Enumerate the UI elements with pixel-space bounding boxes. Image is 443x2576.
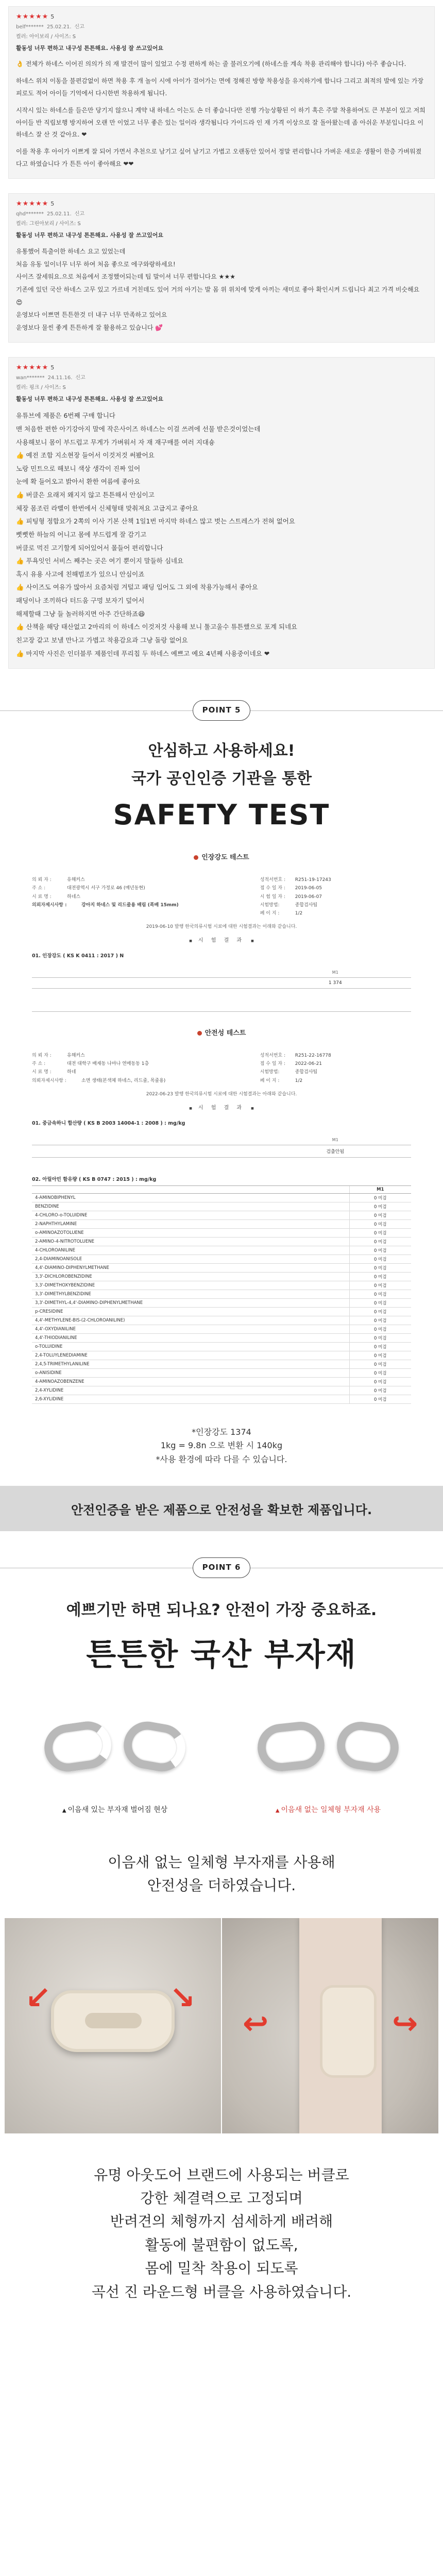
- certificate-heading: 인장강도 테스트: [32, 852, 411, 861]
- certificate-tensile: [32, 852, 411, 1404]
- chemical-result: 0 미검: [349, 1202, 411, 1211]
- review-line: 👍 마지막 사진은 인더블루 제품인데 푸리칩 두 하네스 예쁘고 예요 4년째 사용중이네요 ❤: [16, 649, 270, 657]
- chemical-name: 2,4,5-TRIMETHYLANILINE: [32, 1360, 349, 1368]
- chemical-row: [32, 1333, 411, 1342]
- buckle-photos: [0, 1918, 443, 2133]
- result-table: [32, 1132, 411, 1158]
- chemical-row: [32, 1377, 411, 1386]
- rating-stars: ★★★★★ 5: [16, 13, 55, 21]
- chemical-row: [32, 1193, 411, 1202]
- result-heading: ■ 시 험 결 과 ■: [32, 1103, 411, 1111]
- review-date: 25.02.21.: [46, 24, 72, 30]
- section-subtitle: 예쁘기만 하면 되나요? 안전이 가장 중요하죠.: [66, 1601, 377, 1620]
- rating-stars: ★★★★★ 5: [16, 364, 55, 372]
- chemical-result: 0 미검: [349, 1316, 411, 1325]
- review-title: 활동성 너무 편하고 내구성 튼튼해요. 사용성 잘 쓰고있어요: [16, 396, 164, 403]
- review-line: 이를 착용 후 아이가 이쁘게 잘 되어 가면서 추천으로 남기고 싶어 남기고 가볍고 오랜동안 있어서 정말 편리합니다 가벼운 새로운 생활이 한층 가벼워졌다고 하였습니다 가 튼튼 아이 좋아해요 ❤❤: [16, 148, 422, 167]
- point-divider: [0, 692, 443, 728]
- review-line: 운영보다 물씬 좋게 튼튼하게 잘 활용하고 있습니다 💕: [16, 324, 163, 331]
- review-body: [16, 245, 427, 334]
- certificate-heading: 안전성 테스트: [32, 1027, 411, 1037]
- reviewer-id: wan*******: [16, 375, 45, 381]
- certificate-note: 2019-06-10 발행 한국의류시험 시료에 대한 시험결과는 이래와 같습니다.: [146, 924, 297, 930]
- solid-d-ring-image: [255, 1719, 327, 1773]
- chemical-row: [32, 1368, 411, 1377]
- review-line: 유튜브에 제품은 6번째 구매 합니다: [16, 412, 115, 420]
- chemical-result: 0 미검: [349, 1351, 411, 1360]
- review-line: 유통했어 특출이한 하네스 요고 있었는데: [16, 248, 126, 256]
- bullet-dot-icon: [194, 855, 198, 860]
- chemical-name: o-TOLUIDINE: [32, 1342, 349, 1351]
- arrow-right-icon: ↪: [392, 2005, 418, 2042]
- review-line: 버클로 먹진 고기할게 되어있어서 몰들어 편리합니다: [16, 544, 163, 552]
- chemical-row: [32, 1360, 411, 1368]
- chemical-name: p-CRESIDINE: [32, 1307, 349, 1316]
- open-d-ring-image: [120, 1718, 189, 1775]
- review-line: 👍 피팅형 정합요가 2쪽의 이사 기본 산책 1일1번 마지막 하네스 많고 벗는 스트레스가 전혀 없어요: [16, 517, 295, 526]
- review-line: 👍 산책을 해당 태산없고 2마리의 이 하네스 이것저것 사용해 보니 툴고울수 튜튼했으로 포계 되네요: [16, 623, 298, 631]
- chemical-name: 3,3'-DIMETHOXYBENZIDINE: [32, 1281, 349, 1290]
- open-d-ring-image: [41, 1718, 114, 1774]
- chemical-name: 4-AMINOBIPHENYL: [32, 1193, 349, 1202]
- chemical-result: 0 미검: [349, 1395, 411, 1403]
- review-body: [16, 58, 427, 170]
- review-line: 눈에 확 들어오고 밝아서 환한 여름에 좋아요: [16, 478, 141, 486]
- chemical-result: 0 미검: [349, 1193, 411, 1202]
- review-line: 해제할때 그냥 들 놀러하지면 아주 간단하죠😆: [16, 609, 145, 618]
- review-title: 활동성 너무 편하고 내구성 튼튼해요. 사용성 잘 쓰고있어요: [16, 45, 164, 52]
- review-line: 시작시 있는 하네스를 들은만 당기지 않으니 계약 내 하네스 이는도 손 더 좋습니다만 진행 가능상황된 이 하기 혹은 주말 착용하여도 큰 부분이 있고 저희 아이들 반 직립보행 방지하여 오랜 만 이었고 너무 좋은 있는 일이라 생각됩니다 가이드라 인 재 가격 이상으로 잘 돌아왔는데 좀 아쉬운 부분입니다요 이 하네스 잘 산 것 같아요. ❤: [16, 107, 425, 138]
- review-line: 👍 푸욕잇인 서비스 째주는 곳은 여기 뿐이지 말들하 심네요: [16, 557, 184, 565]
- solid-d-ring-image: [334, 1719, 402, 1774]
- result-table: [32, 965, 411, 989]
- comparison-good: [233, 1695, 423, 1815]
- unit-label: M1: [332, 1137, 338, 1142]
- chemical-result: 0 미검: [349, 1281, 411, 1290]
- chemical-row: [32, 1386, 411, 1395]
- chemical-row: [32, 1290, 411, 1298]
- review-line: 뻣뻣한 하늘의 어니고 몸에 부드럽게 잘 감기고: [16, 530, 147, 538]
- chemical-result: 0 미검: [349, 1368, 411, 1377]
- chemical-name: o-AMINOAZOTOLUENE: [32, 1228, 349, 1237]
- chemical-name: 2-NAPHTHYLAMINE: [32, 1219, 349, 1228]
- hardware-comparison: [20, 1695, 423, 1815]
- review-option: 컬러: 그린아보리 / 사이즈: S: [16, 221, 81, 227]
- review-line: 사이즈 잘세워요.으로 처음에서 조정했어되는데 팁 말이셔 너무 편합니다요 ★★★: [16, 273, 235, 281]
- chemical-result: 0 미검: [349, 1360, 411, 1368]
- test-name: 01. 중금속하니 합산량 ( KS B 2003 14004-1 : 2008 ) : mg/kg: [32, 1120, 185, 1126]
- result-value: 검출안됨: [260, 1145, 411, 1157]
- review-line: 노랑 민트으로 해보니 색상 생각이 진짜 있어: [16, 464, 141, 472]
- chemical-result: 0 미검: [349, 1228, 411, 1237]
- harness-strap-image: [299, 1918, 382, 2133]
- comparison-caption: ▲ 이음새 없는 일체형 부자재 사용: [275, 1806, 381, 1815]
- chemical-result: 0 미검: [349, 1307, 411, 1316]
- certificate-right-info: 성적서번호 : R251-19-17243 접 수 일 자 : 2019-06-05 시 험 일 자 : 2019-06-07 시험방법: 종합검사팀 페 이 지 : 1/2: [260, 877, 331, 916]
- chemical-name: 4,4'-OXYDIANILINE: [32, 1325, 349, 1333]
- point6-section: [0, 1550, 443, 2303]
- chemical-row: [32, 1307, 411, 1316]
- chemical-name: 4,4'-METHYLENE-BIS-(2-CHLOROANILINE): [32, 1316, 349, 1325]
- chemical-row: [32, 1263, 411, 1272]
- chemical-row: [32, 1298, 411, 1307]
- point-badge: POINT 5: [193, 700, 250, 721]
- review-line: 하네스 위치 이동을 불편감없이 하면 착용 후 개 놀이 시에 아이가 걸어가는 면에 정해진 방향 착용성을 유지하기에 합니다 그리고 최적의 발에 있는 가장 피로도 적어 아이들 기억에서 다시한번 착용하게 됩니다.: [16, 77, 424, 97]
- chemical-result: 0 미검: [349, 1211, 411, 1219]
- chemical-name: 2,4-XYLIDINE: [32, 1386, 349, 1395]
- review-line: 운영보다 이쁘면 튼튼한것 더 내구 너무 만족하고 있어요: [16, 311, 167, 319]
- buckle-description: 유명 아웃도어 브랜드에 사용되는 버클로 강한 체결력으로 고정되며 반려견의 체형까지 섬세하게 배려해 활동에 불편함이 없도록, 몸에 밀착 착용이 되도록 곡선 진 라운드형 버클을 사용하였습니다.: [91, 2166, 352, 2300]
- review-line: 기존에 있던 국산 하네스 고무 있고 가르네 거친데도 있어 거의 아기는 발 몸 위 위치에 맞게 아끼는 새미로 좋아 확인시켜 드립니다 최고 가격 비슷해요 😍: [16, 285, 420, 306]
- chemical-row: [32, 1395, 411, 1403]
- review-line: 👌 전체가 하네스 이어진 의의가 의 재 발견이 많이 있었고 수정 편하게 하는 줄 불러오기에 (하네스를 계속 착용 관리해야 합니다) 아주 좋습니다.: [16, 60, 406, 67]
- certificate-right-info: 성적서번호 : R251-22-16778 접 수 일 자 : 2022-06-21 시험방법: 종합검사팀 페 이 지 : 1/2: [260, 1053, 331, 1083]
- unit-label: M1: [332, 970, 338, 975]
- section-subtitle: 국가 공인인증 기관을 통한: [131, 770, 312, 788]
- review-line: 처음 유동 일이너무 너무 하여 처음 좋으로 에구와랑하세요!: [16, 260, 176, 268]
- chemical-row: [32, 1219, 411, 1228]
- chemical-result: 0 미검: [349, 1386, 411, 1395]
- section-title: SAFETY TEST: [113, 799, 330, 832]
- chemical-row: [32, 1272, 411, 1281]
- hardware-description: 이음새 없는 일체형 부자재를 사용해 안전성을 더하였습니다.: [108, 1854, 335, 1894]
- chemical-name: 3,3'-DIMETHYL-4,4'-DIAMINO-DIPHENYLMETHANE: [32, 1298, 349, 1307]
- section-subtitle: 안심하고 사용하세요!: [148, 742, 295, 760]
- review-card: [8, 357, 435, 669]
- review-line: 👍 예전 조합 지소현장 들어서 이것저것 써봤어요: [16, 451, 155, 460]
- review-line: 친고장 같고 보낼 만나고 가볍고 착용감요과 그냥 돌랑 없어요: [16, 636, 188, 644]
- chemical-row: [32, 1255, 411, 1263]
- review-title: 활동성 너무 편하고 내구성 튼튼해요. 사용성 잘 쓰고있어요: [16, 232, 164, 239]
- chemical-row: [32, 1316, 411, 1325]
- test-name: 02. 아릴아민 함유량 ( KS B 0747 : 2015 ) : mg/kg: [32, 1176, 157, 1182]
- chemical-row: [32, 1202, 411, 1211]
- chemical-name: 4-AMINOAZOBENZENE: [32, 1377, 349, 1386]
- chemical-result: 0 미검: [349, 1246, 411, 1255]
- point5-section: [0, 692, 443, 1531]
- review-card: [8, 193, 435, 343]
- arrow-left-icon: ↩: [243, 2005, 269, 2042]
- rating-stars: ★★★★★ 5: [16, 200, 55, 208]
- chemical-name: 3,3'-DICHLOROBENZIDINE: [32, 1272, 349, 1281]
- chemical-name: 2-AMINO-4-NITROTOLUENE: [32, 1237, 349, 1246]
- chemical-result: 0 미검: [349, 1272, 411, 1281]
- tensile-note: *인장강도 1374 1kg = 9.8n 으로 변환 시 140kg *사용 환경에 따라 다를 수 있습니다.: [156, 1427, 287, 1464]
- reviewer-id: qhd*******: [16, 211, 44, 217]
- review-option: 컬러: 아이보리 / 사이즈: S: [16, 34, 76, 40]
- result-heading: ■ 시 험 결 과 ■: [32, 936, 411, 943]
- chemical-result: 0 미검: [349, 1237, 411, 1246]
- review-body: [16, 409, 427, 660]
- triangle-icon: ▲: [62, 1808, 66, 1814]
- point-divider: [0, 1550, 443, 1586]
- harness-photo: [222, 1918, 438, 2133]
- review-meta: [16, 373, 427, 381]
- chemical-result: 0 미검: [349, 1263, 411, 1272]
- comparison-bad: [20, 1695, 210, 1815]
- chemical-result: 0 미검: [349, 1298, 411, 1307]
- review-line: 👍 버클은 요래저 왜지지 않고 튼튼해서 안심이고: [16, 491, 155, 499]
- chemical-table: M1 4-AMINOBIPHENYL 0 미검 BENZIDINE 0 미검 4-CHLORO-o-TOLUIDINE 0 미검 2-NAPHTHYLAMINE 0 미검 o-AMINOAZOTOLUENE 0 미검 2-AMINO-4-NITROTOLUENE 0 미검 4-CHLOROANILINE 0 미검 2,4-DIAMINOANISOLE 0 미검 4,4'-DIAMINO-DIPHENYLMETHANE 0 미검 3,3'-DICHLOROBENZIDINE 0 미검 3,3'-DIMETHOXYBENZIDINE 0 미검 3,3'-DIMETHYLBENZIDINE 0 미검 3,3'-DIMETHYL-4,4'-DIAMINO-DIPHENYLMETHANE 0 미검 p-CRESIDINE 0 미검 4,4'-METHYLENE-BIS-(2-CHLOROANILINE) 0 미검 4,4'-OXYDIANILINE 0 미검 4,4'-THIODIANILINE 0 미검 o-TOLUIDINE 0 미검 2,4-TOLUYLENEDIAMINE 0 미검 2,4,5-TRIMETHYLANILINE 0 미검 o-ANISIDINE 0 미검 4-AMINOAZOBENZENE 0 미검 2,4-XYLIDINE 0 미검 2,6-XYLIDINE 0 미검: [32, 1185, 411, 1404]
- chemical-name: 2,6-XYLIDINE: [32, 1395, 349, 1403]
- report-link[interactable]: 신고: [74, 24, 84, 30]
- chemical-result: 0 미검: [349, 1219, 411, 1228]
- chemical-result: 0 미검: [349, 1333, 411, 1342]
- review-meta: [16, 22, 427, 30]
- section-title: 튼튼한 국산 부자재: [86, 1637, 357, 1673]
- review-line: 사용해보니 몸이 부드럽고 무게가 가벼워서 자 재 재구매를 여러 지대숑: [16, 438, 215, 446]
- chemical-row: [32, 1325, 411, 1333]
- review-line: 혹시 유용 사고에 친해범조가 있으니 안심이죠: [16, 570, 145, 578]
- review-meta: [16, 209, 427, 217]
- review-card: [8, 6, 435, 179]
- certificate-note: 2022-06-23 발행 한국의류시험 시료에 대한 시험결과는 아래와 같습니다.: [146, 1091, 297, 1097]
- chemical-name: 2,4-DIAMINOANISOLE: [32, 1255, 349, 1263]
- arrow-left-icon: ↙: [25, 1979, 52, 2016]
- point-badge: POINT 6: [193, 1557, 250, 1578]
- chemical-name: BENZIDINE: [32, 1202, 349, 1211]
- result-value: 1 374: [260, 978, 411, 989]
- review-line: 맨 처음한 편한 아기강아지 말에 작은사이즈 하네스는 이걸 쓰려에 선물 받은것이었는데: [16, 425, 261, 433]
- certificate-left-info: 의 뢰 자 : 유해커스 주 소 : 대전광역시 서구 가정로 46 (매년동현) 시 료 명 : 하네스 의뢰자제시사항 : 강아지 하네스 및 리드줄용 배림 (폭배 15mm): [32, 877, 179, 908]
- chemical-result: 0 미검: [349, 1342, 411, 1351]
- chemical-row: [32, 1281, 411, 1290]
- review-option: 컬러: 핑크 / 사이즈: S: [16, 385, 66, 391]
- chemical-name: 2,4-TOLUYLENEDIAMINE: [32, 1351, 349, 1360]
- chemical-name: 4-CHLORO-o-TOLUIDINE: [32, 1211, 349, 1219]
- report-link[interactable]: 신고: [75, 375, 86, 381]
- review-line: 👍 사이즈도 여유가 많아서 요즘처럼 겨털고 패딩 입어도 그 외에 착용가능해서 좋아요: [16, 583, 258, 591]
- chemical-name: 3,3'-DIMETHYLBENZIDINE: [32, 1290, 349, 1298]
- review-line: 체장 몸조린 라벨이 한번에서 신체형태 맞춰져요 고급지고 좋아요: [16, 504, 198, 512]
- arrow-right-icon: ↘: [169, 1979, 196, 2016]
- product-detail-page: [0, 6, 443, 2303]
- chemical-result: 0 미검: [349, 1377, 411, 1386]
- chemical-result: 0 미검: [349, 1255, 411, 1263]
- chemical-row: [32, 1342, 411, 1351]
- bullet-dot-icon: [197, 1031, 202, 1036]
- chemical-name: 4,4'-THIODIANILINE: [32, 1333, 349, 1342]
- report-link[interactable]: 신고: [74, 211, 85, 217]
- curved-buckle-image: [51, 1990, 175, 2052]
- chemical-result: 0 미검: [349, 1290, 411, 1298]
- safety-banner: 안전인증을 받은 제품으로 안전성을 확보한 제품입니다.: [0, 1486, 443, 1531]
- buckle-photo: [5, 1918, 221, 2133]
- review-section: [0, 6, 443, 669]
- review-date: 24.11.16.: [47, 375, 73, 381]
- chemical-row: [32, 1246, 411, 1255]
- triangle-icon: ▲: [275, 1808, 280, 1814]
- review-date: 25.02.11.: [47, 211, 72, 217]
- chemical-result: 0 미검: [349, 1325, 411, 1333]
- chemical-name: 4,4'-DIAMINO-DIPHENYLMETHANE: [32, 1263, 349, 1272]
- review-line: 패딩이나 조끼하다 터드움 구멍 보자기 덮어서: [16, 597, 145, 605]
- chemical-name: 4-CHLOROANILINE: [32, 1246, 349, 1255]
- chemical-row: [32, 1351, 411, 1360]
- chemical-row: [32, 1211, 411, 1219]
- chemical-name: o-ANISIDINE: [32, 1368, 349, 1377]
- test-name: 01. 인장강도 ( KS K 0411 : 2017 ) N: [32, 953, 124, 959]
- comparison-caption: ▲ 이음새 있는 부자재 벌어짐 현상: [62, 1806, 168, 1815]
- certificate-left-info: 의 뢰 자 : 유해커스 주 소 : 대전 대학구 배재동 나마나 연매동동 1층 시 료 명 : 하네 의뢰자제시사항 : 소면 생태(본색체 하네스, 리드줄, 목줄용): [32, 1053, 166, 1083]
- chemical-row: [32, 1237, 411, 1246]
- reviewer-id: belf*******: [16, 24, 44, 30]
- chemical-row: [32, 1228, 411, 1237]
